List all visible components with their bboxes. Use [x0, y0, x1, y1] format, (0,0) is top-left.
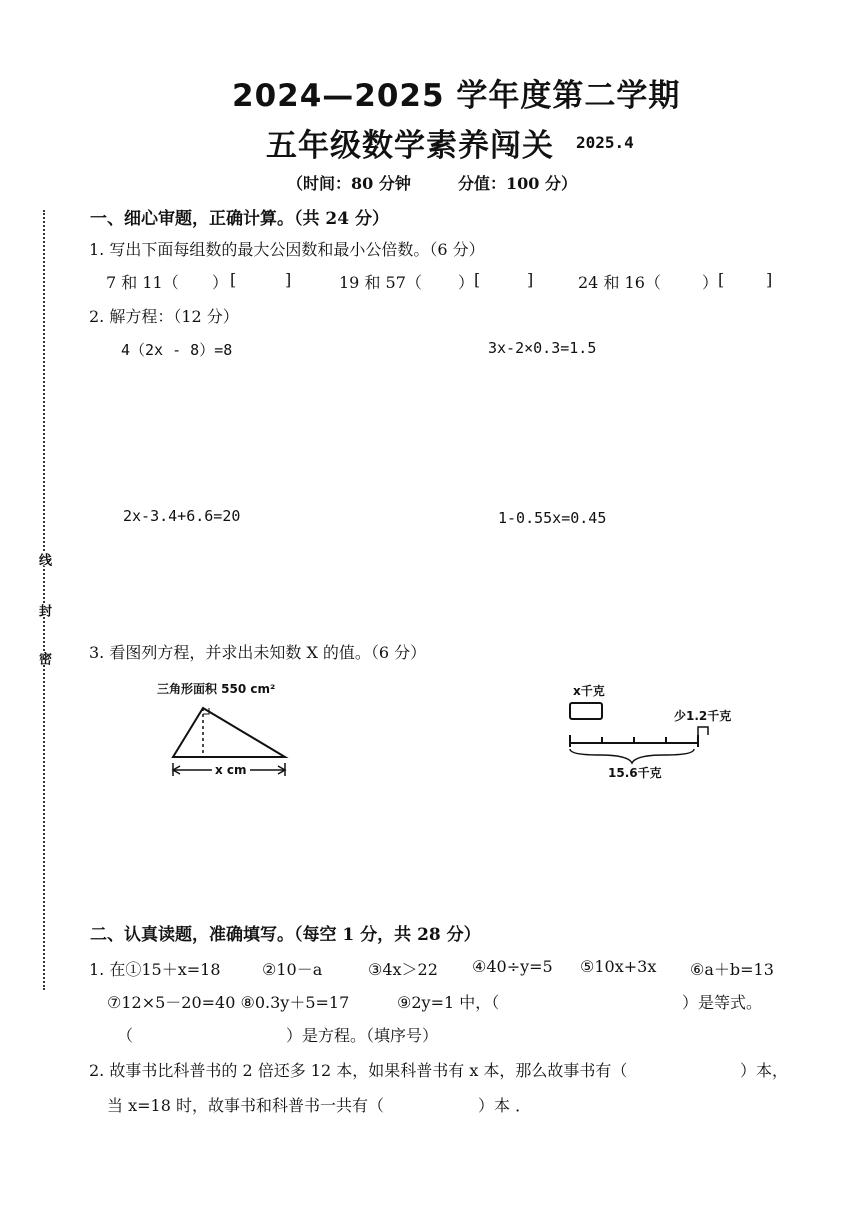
title-line-2: 五年级数学素养闯关	[266, 128, 554, 164]
s2-q1-line2-end: ）是等式。	[682, 993, 763, 1012]
bar-model-figure	[560, 695, 720, 775]
gcd-close-2: ）	[458, 273, 475, 292]
s2-q1-line2-item9: ⑨2y=1 中，（	[397, 993, 500, 1012]
q1-1-prompt: 1. 写出下面每组数的最大公因数和最小公倍数。（6 分）	[89, 240, 485, 259]
s2-q1-item-2: ②10－a	[262, 960, 323, 979]
lcm-close-1: ]	[285, 270, 292, 289]
triangle-base-label: x cm	[212, 763, 250, 777]
bar-less-label: 少1.2千克	[674, 709, 732, 723]
binding-dotted-line	[43, 210, 45, 990]
s2-q1-item-6: ⑥a＋b=13	[690, 960, 774, 979]
lcm-open-1: [	[230, 270, 237, 289]
binding-char-feng: 封	[36, 604, 51, 617]
s2-q2-line2: 当 x=18 时，故事书和科普书一共有（	[107, 1096, 384, 1115]
gcd-close-3: ）	[702, 273, 719, 292]
lcm-open-2: [	[474, 270, 481, 289]
lcm-open-3: [	[718, 270, 725, 289]
s2-q1-line3-open: （	[117, 1026, 134, 1045]
s2-q2-line1-end: ）本，	[740, 1061, 789, 1080]
exam-date: 2025.4	[576, 133, 634, 152]
bar-unit-label: x千克	[573, 684, 605, 698]
gcd-close-1: ）	[212, 273, 229, 292]
gcd-pair-2: 19 和 57（	[339, 273, 422, 292]
binding-char-xian: 线	[36, 553, 51, 566]
gcd-pair-3: 24 和 16（	[578, 273, 661, 292]
s2-q1-line3-end: ）是方程。（填序号）	[286, 1026, 439, 1045]
equation-2: 3x-2×0.3=1.5	[488, 339, 597, 357]
q1-3-prompt: 3. 看图列方程，并求出未知数 X 的值。（6 分）	[89, 643, 427, 662]
exam-time: （时间：80 分钟	[287, 174, 411, 193]
triangle-area-label: 三角形面积 550 cm²	[157, 682, 276, 696]
section-1-heading: 一、细心审题，正确计算。（共 24 分）	[90, 209, 389, 229]
s2-q2-line2-end: ）本 ．	[478, 1096, 532, 1115]
equation-4: 1-0.55x=0.45	[498, 509, 607, 527]
binding-char-mi: 密	[36, 652, 51, 665]
s2-q2-line1: 2. 故事书比科普书的 2 倍还多 12 本，如果科普书有 x 本，那么故事书有（	[89, 1061, 628, 1080]
lcm-close-2: ]	[527, 270, 534, 289]
s2-q1-line2-items: ⑦12×5－20=40 ⑧0.3y＋5=17	[107, 993, 350, 1012]
title-line-1: 2024—2025 学年度第二学期	[232, 78, 681, 114]
exam-score: 分值：100 分）	[458, 174, 577, 193]
equation-1: 4（2x - 8）=8	[121, 341, 233, 359]
s2-q1-item-5: ⑤10x+3x	[580, 957, 657, 976]
bar-total-label: 15.6千克	[608, 766, 662, 780]
s2-q1-item-4: ④40÷y=5	[472, 957, 553, 976]
lcm-close-3: ]	[766, 270, 773, 289]
q1-2-prompt: 2. 解方程：（12 分）	[89, 307, 239, 326]
s2-q1-item-1: 1. 在①15＋x=18	[89, 960, 221, 979]
section-2-heading: 二、认真读题，准确填写。（每空 1 分，共 28 分）	[90, 925, 481, 945]
s2-q1-item-3: ③4x＞22	[368, 960, 438, 979]
gcd-pair-1: 7 和 11（	[106, 273, 179, 292]
equation-3: 2x-3.4+6.6=20	[123, 507, 241, 525]
